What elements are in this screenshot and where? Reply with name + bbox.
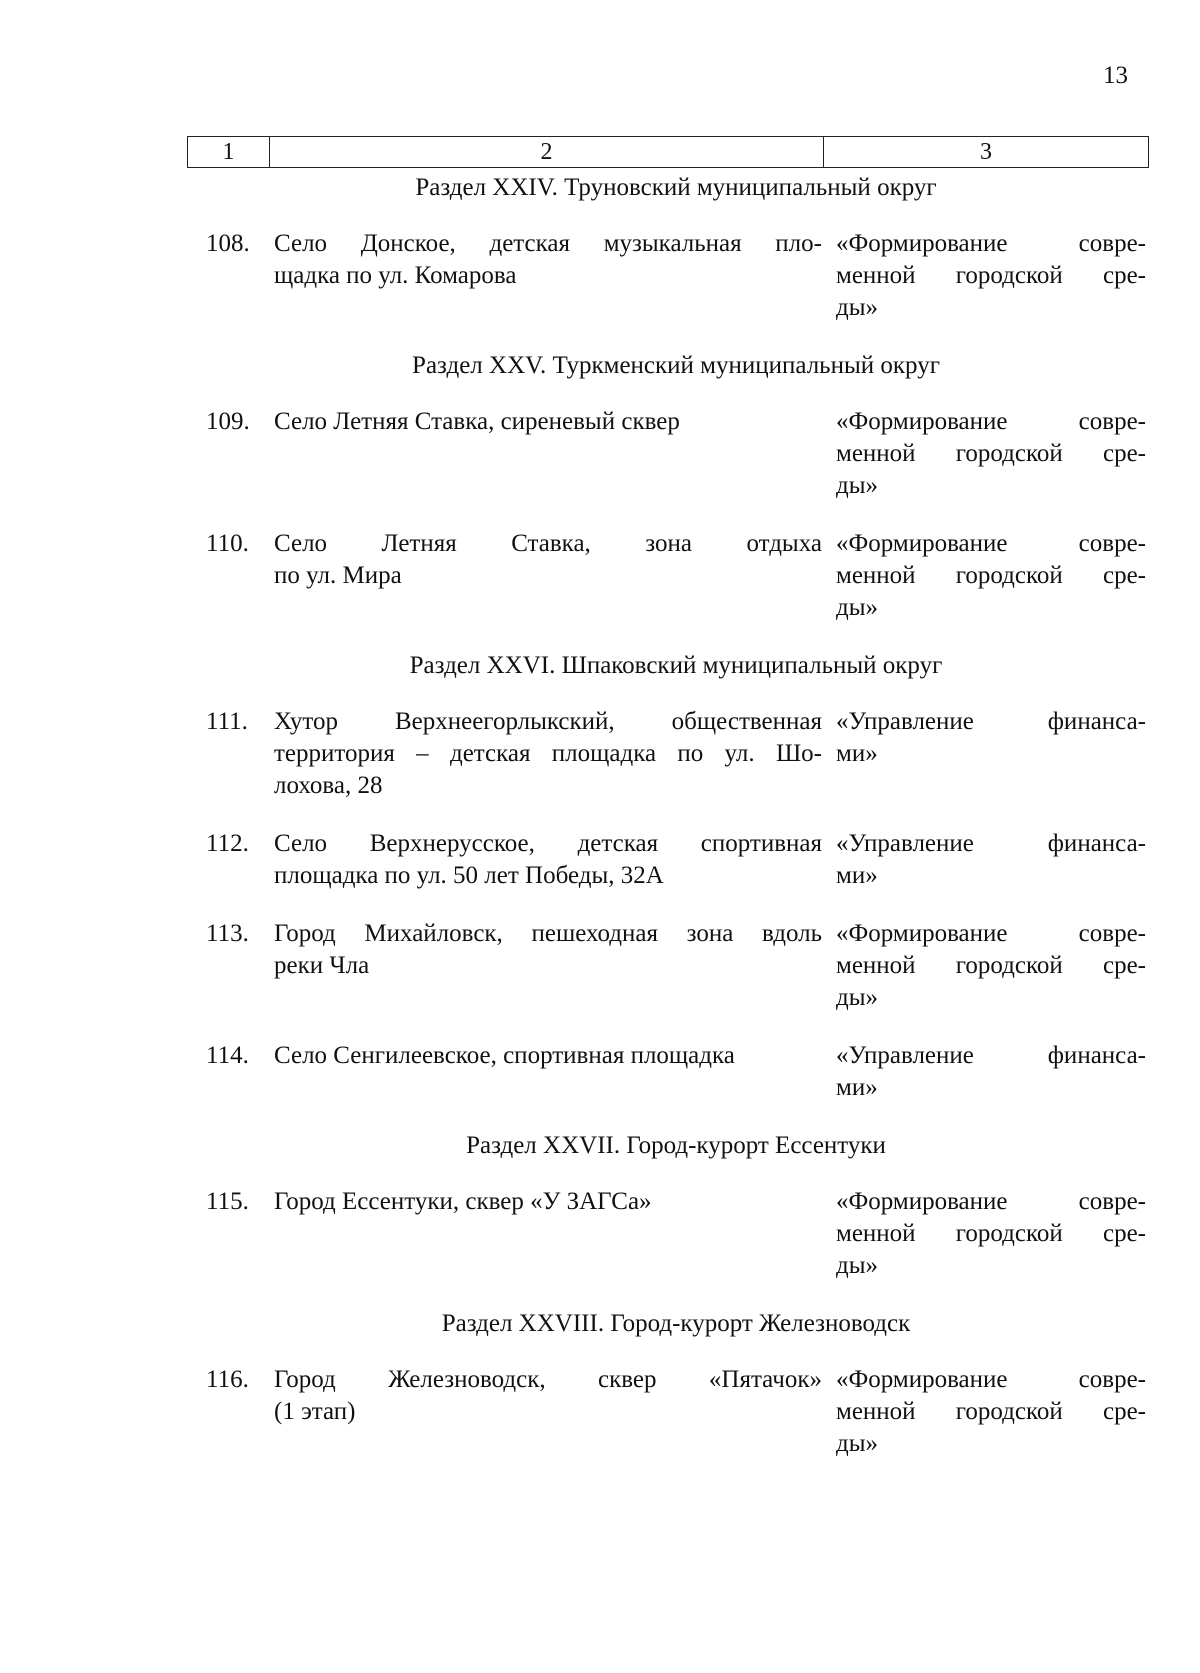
program-line: «Управление финанса- bbox=[836, 830, 1146, 857]
program-line: «Формирование совре- bbox=[836, 408, 1146, 435]
program-line: ды» bbox=[836, 1252, 879, 1279]
item-number: 113. bbox=[206, 920, 249, 947]
list-item bbox=[206, 406, 1146, 502]
program-line: менной городской сре- bbox=[836, 262, 1146, 289]
item-description bbox=[274, 1364, 822, 1460]
list-item bbox=[206, 228, 1146, 324]
item-description bbox=[274, 1186, 822, 1282]
item-number: 112. bbox=[206, 830, 249, 857]
list-item bbox=[206, 706, 1146, 802]
list-item bbox=[206, 1186, 1146, 1282]
program-name bbox=[836, 1364, 1146, 1460]
description-line: реки Чла bbox=[274, 952, 370, 979]
description-line: Село Летняя Ставка, зона отдыха bbox=[274, 530, 822, 557]
program-line: ми» bbox=[836, 862, 878, 889]
item-description bbox=[274, 528, 822, 624]
program-line: «Управление финанса- bbox=[836, 1042, 1146, 1069]
description-line: щадка по ул. Комарова bbox=[274, 262, 517, 289]
program-name bbox=[836, 228, 1146, 324]
item-number: 114. bbox=[206, 1042, 249, 1069]
program-line: «Формирование совре- bbox=[836, 920, 1146, 947]
column-header-2: 2 bbox=[270, 137, 824, 167]
column-header-1: 1 bbox=[188, 137, 270, 167]
program-line: ды» bbox=[836, 1430, 879, 1457]
document-body bbox=[206, 168, 1146, 1486]
program-line: «Формирование совре- bbox=[836, 530, 1146, 557]
description-line: Город Михайловск, пешеходная зона вдоль bbox=[274, 920, 822, 947]
program-line: ми» bbox=[836, 740, 878, 767]
description-line: территория – детская площадка по ул. Шо- bbox=[274, 740, 822, 767]
list-item bbox=[206, 1364, 1146, 1460]
program-line: ды» bbox=[836, 594, 879, 621]
program-line: менной городской сре- bbox=[836, 952, 1146, 979]
description-line: Село Сенгилеевское, спортивная площадка bbox=[274, 1042, 735, 1069]
page-number: 13 bbox=[1103, 62, 1128, 89]
section-title: Раздел XXVI. Шпаковский муниципальный округ bbox=[409, 652, 943, 679]
program-line: «Формирование совре- bbox=[836, 1188, 1146, 1215]
program-name bbox=[836, 1040, 1146, 1104]
item-number: 109. bbox=[206, 408, 250, 435]
program-name bbox=[836, 706, 1146, 802]
program-name bbox=[836, 918, 1146, 1014]
item-description bbox=[274, 1040, 822, 1104]
list-item bbox=[206, 918, 1146, 1014]
section-title: Раздел XXVIII. Город-курорт Железноводск bbox=[441, 1310, 911, 1337]
description-line: Село Верхнерусское, детская спортивная bbox=[274, 830, 822, 857]
item-description bbox=[274, 706, 822, 802]
description-line: Город Ессентуки, сквер «У ЗАГСа» bbox=[274, 1188, 652, 1215]
column-header-row bbox=[187, 136, 1149, 168]
program-line: «Управление финанса- bbox=[836, 708, 1146, 735]
description-line: лохова, 28 bbox=[274, 772, 383, 799]
item-number: 115. bbox=[206, 1188, 249, 1215]
description-line: Город Железноводск, сквер «Пятачок» bbox=[274, 1366, 822, 1393]
description-line: Село Летняя Ставка, сиреневый сквер bbox=[274, 408, 680, 435]
program-line: ды» bbox=[836, 984, 879, 1011]
program-name bbox=[836, 828, 1146, 892]
item-number: 108. bbox=[206, 230, 250, 257]
list-item bbox=[206, 828, 1146, 892]
program-name bbox=[836, 406, 1146, 502]
program-name bbox=[836, 528, 1146, 624]
program-line: менной городской сре- bbox=[836, 1398, 1146, 1425]
program-line: ды» bbox=[836, 472, 879, 499]
program-line: менной городской сре- bbox=[836, 1220, 1146, 1247]
program-line: менной городской сре- bbox=[836, 562, 1146, 589]
program-line: «Формирование совре- bbox=[836, 230, 1146, 257]
description-line: (1 этап) bbox=[274, 1398, 356, 1425]
program-name bbox=[836, 1186, 1146, 1282]
description-line: по ул. Мира bbox=[274, 562, 402, 589]
description-line: площадка по ул. 50 лет Победы, 32А bbox=[274, 862, 664, 889]
description-line: Село Донское, детская музыкальная пло- bbox=[274, 230, 822, 257]
section-title: Раздел XXV. Туркменский муниципальный округ bbox=[412, 352, 940, 379]
item-number: 110. bbox=[206, 530, 249, 557]
item-description bbox=[274, 918, 822, 1014]
program-line: «Формирование совре- bbox=[836, 1366, 1146, 1393]
item-description bbox=[274, 828, 822, 892]
description-line: Хутор Верхнеегорлыкский, общественная bbox=[274, 708, 822, 735]
section-title: Раздел XXVII. Город-курорт Ессентуки bbox=[466, 1132, 886, 1159]
list-item bbox=[206, 528, 1146, 624]
section-title: Раздел XXIV. Труновский муниципальный округ bbox=[415, 174, 937, 201]
program-line: ми» bbox=[836, 1074, 878, 1101]
column-header-3: 3 bbox=[980, 139, 992, 165]
item-description bbox=[274, 228, 822, 324]
program-line: менной городской сре- bbox=[836, 440, 1146, 467]
item-number: 116. bbox=[206, 1366, 249, 1393]
program-line: ды» bbox=[836, 294, 879, 321]
list-item bbox=[206, 1040, 1146, 1104]
item-description bbox=[274, 406, 822, 502]
item-number: 111. bbox=[206, 708, 248, 735]
